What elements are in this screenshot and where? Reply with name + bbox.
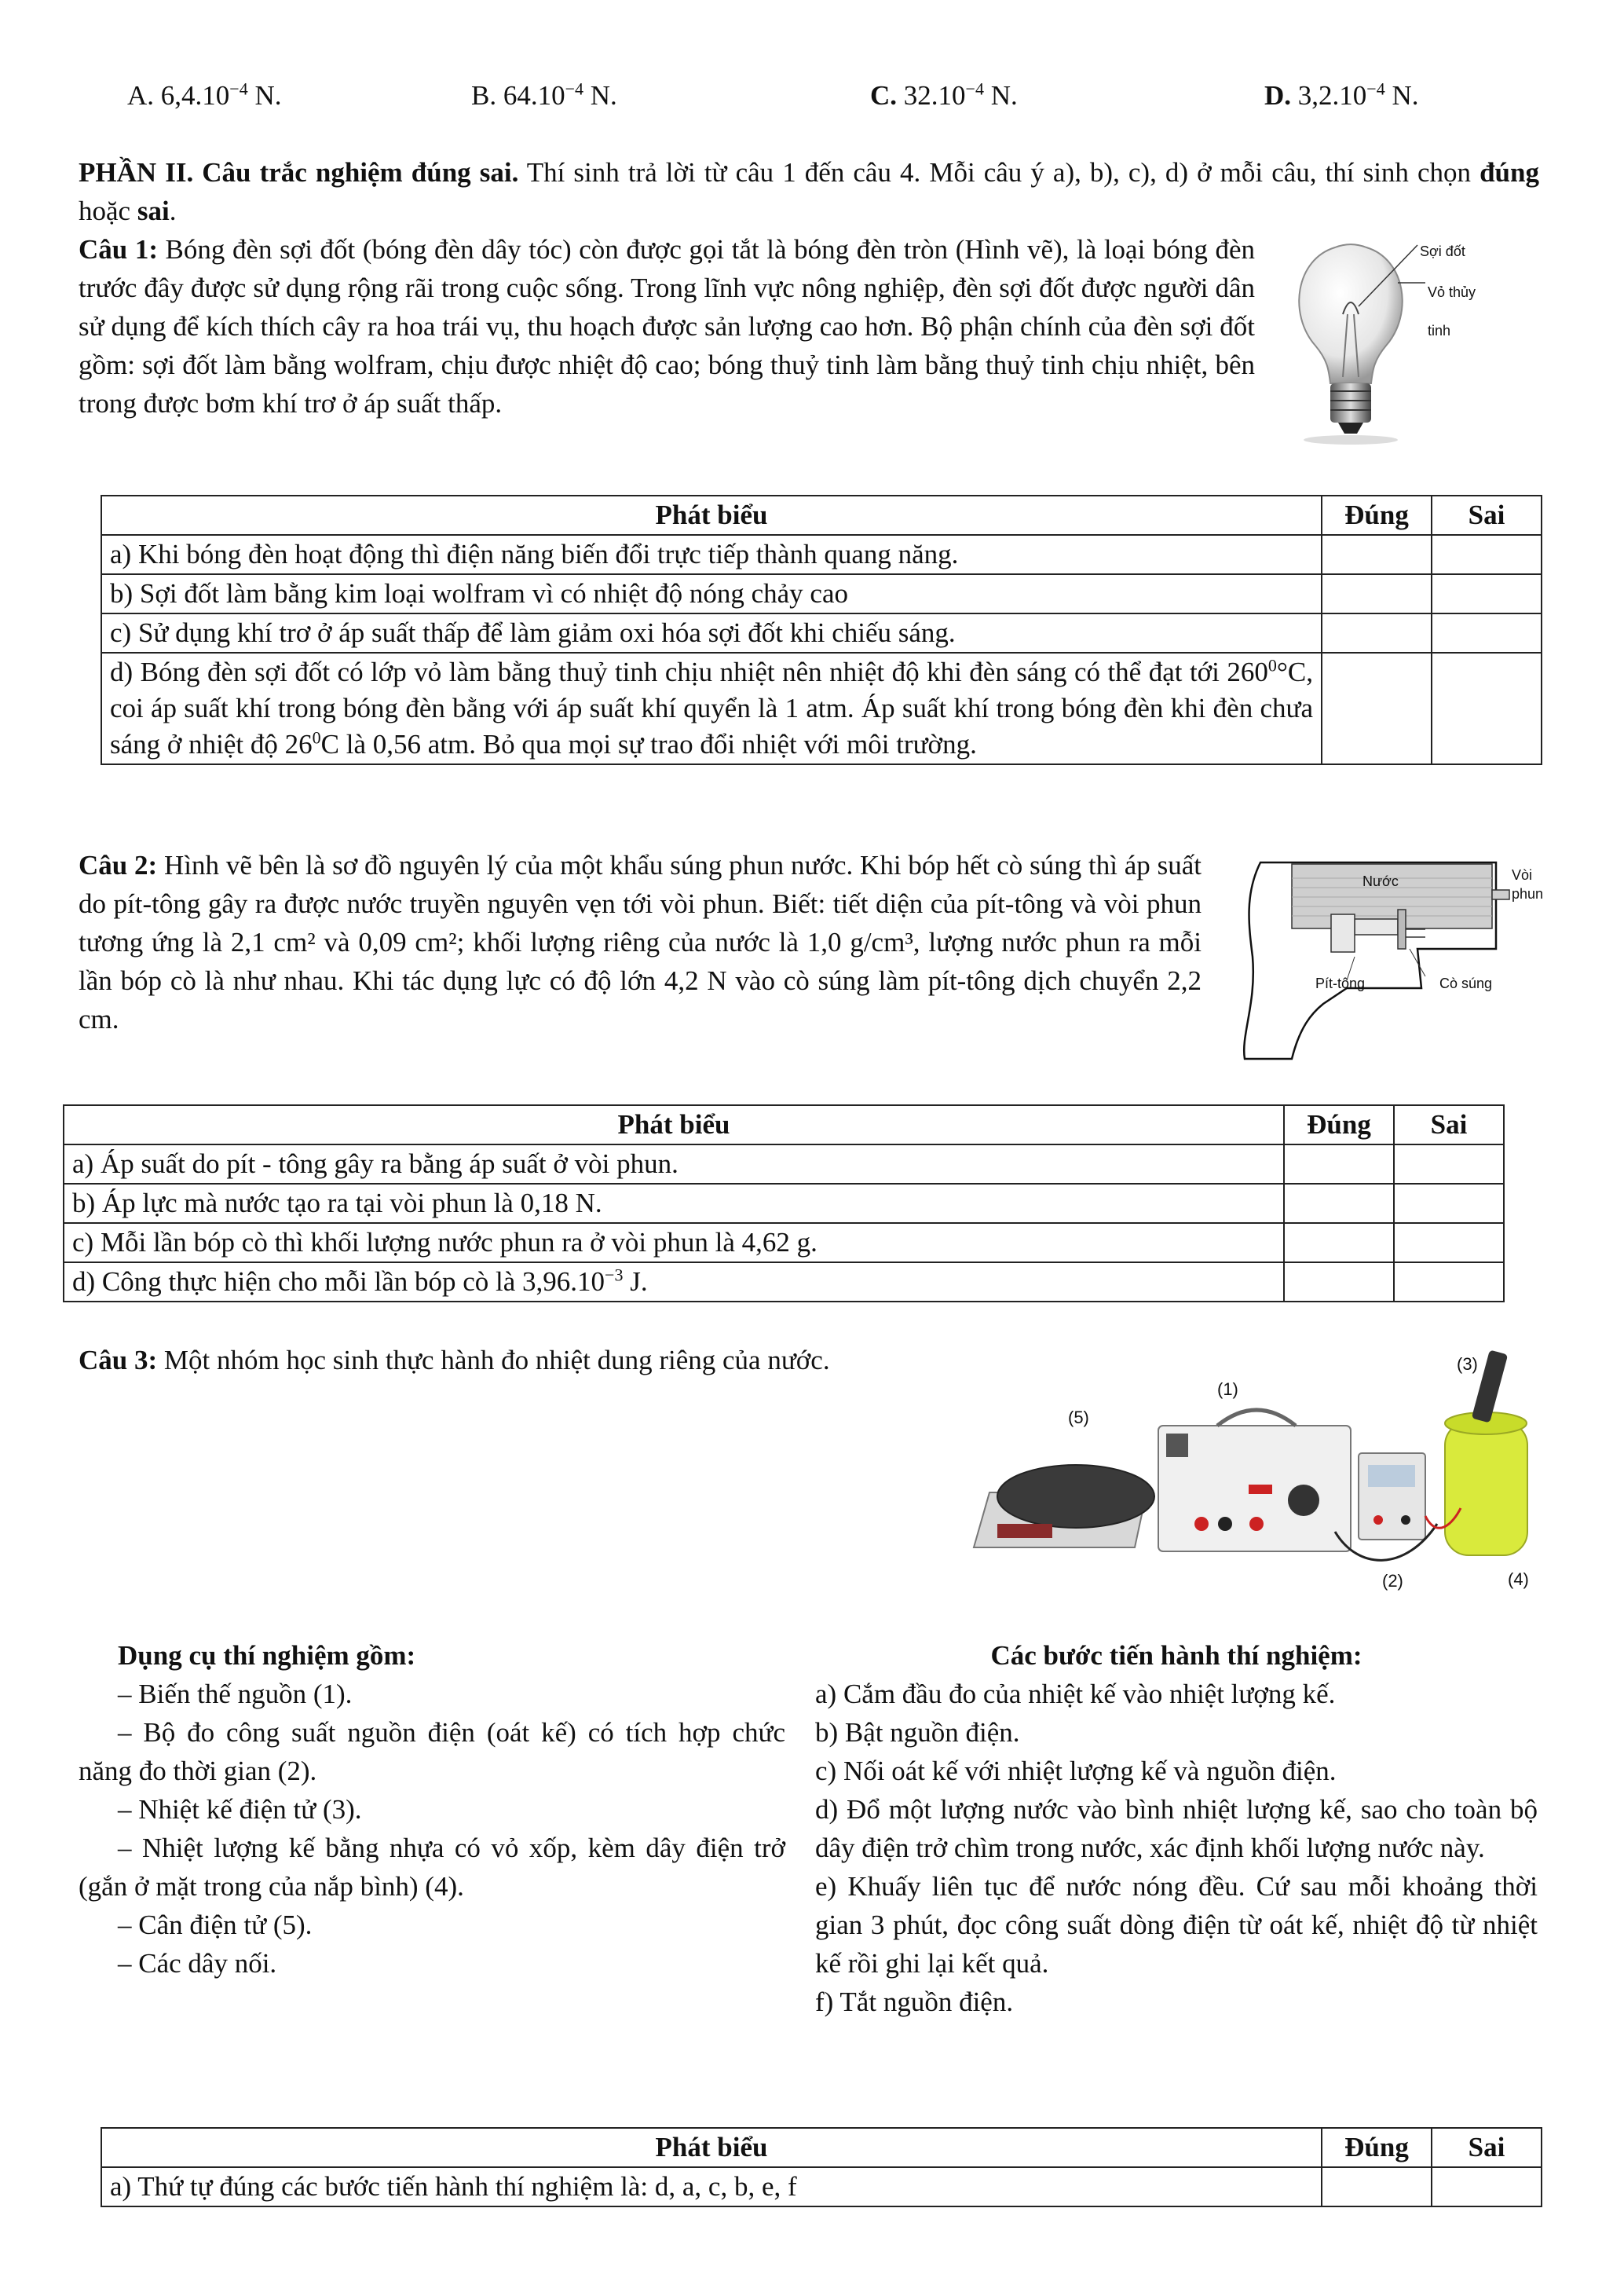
option-a — [127, 76, 281, 115]
part2-intro-text: Thí sinh trả lời từ câu 1 đến câu 4. Mỗi câu ý a), b), c), d) ở mỗi câu, thí sinh chọn — [518, 157, 1480, 188]
q3-fig-label-4: (4) — [1508, 1569, 1529, 1589]
q3-fig-label-1: (1) — [1217, 1379, 1238, 1399]
table-header-row — [64, 1105, 1504, 1144]
q1-d-false-cell[interactable] — [1432, 653, 1542, 764]
q1-b-true-cell[interactable] — [1322, 574, 1432, 613]
part2-dung: đúng — [1480, 157, 1539, 188]
q1-d-sup1: 0 — [1267, 655, 1277, 676]
q2-fig-nozzle-1: Vòi — [1512, 867, 1533, 883]
list-item: – Cân điện tử (5). — [118, 1910, 313, 1940]
option-d-letter: D. — [1264, 80, 1292, 111]
q3-tools — [79, 1636, 785, 1983]
list-item: – Nhiệt kế điện tử (3). — [118, 1794, 362, 1825]
list-item: f) Tắt nguồn điện. — [815, 1987, 1014, 2017]
option-b-exp: −4 — [565, 79, 584, 99]
q3-a-true-cell[interactable] — [1322, 2167, 1432, 2206]
part2-sai: sai — [137, 196, 170, 226]
q3-tools-title: Dụng cụ thí nghiệm gồm: — [118, 1640, 416, 1671]
header-false: Sai — [1432, 496, 1542, 535]
q2-fig-piston: Pít-tông — [1315, 976, 1366, 991]
table-row — [101, 653, 1542, 764]
option-b-value: 64.10 — [503, 80, 565, 111]
q2-statement-b: b) Áp lực mà nước tạo ra tại vòi phun là 0,18 N. — [64, 1184, 1284, 1223]
q2-d-true-cell[interactable] — [1284, 1262, 1394, 1302]
q2-text — [79, 846, 1202, 1038]
option-c-value: 32.10 — [903, 80, 966, 111]
part2-end: . — [169, 196, 177, 226]
part2-intro — [79, 153, 1539, 230]
q3-text — [79, 1341, 942, 1379]
header-true: Đúng — [1322, 496, 1432, 535]
option-b — [471, 76, 617, 115]
q2-statement-d — [64, 1262, 1284, 1302]
option-a-letter: A. — [127, 80, 155, 111]
table-header-row — [101, 496, 1542, 535]
q2-fig-nozzle-2: phun — [1512, 886, 1544, 902]
option-c-exp: −4 — [965, 79, 984, 99]
part2-hoac: hoặc — [79, 196, 137, 226]
q3-steps — [815, 1636, 1538, 2021]
list-item: a) Cắm đầu đo của nhiệt kế vào nhiệt lượng kế. — [815, 1679, 1336, 1709]
q2-a-true-cell[interactable] — [1284, 1144, 1394, 1184]
q1-c-false-cell[interactable] — [1432, 613, 1542, 653]
q1-body: Bóng đèn sợi đốt (bóng đèn dây tóc) còn được gọi tắt là bóng đèn tròn (Hình vẽ), là loại bóng đèn trước đây được sử dụng rộng rãi trong cuộc sống. Trong lĩnh vực nông nghiệp, đèn sợi đốt được người dân sử dụng để kích thích cây ra hoa trái vụ, thu hoạch được sản lượng cao hơn. Bộ phận chính của đèn sợi đốt gồm: sợi đốt làm bằng wolfram, chịu được nhiệt độ cao; bóng thuỷ tinh làm bằng thuỷ tinh chịu nhiệt, bên trong được bơm khí trơ ở áp suất thấp. — [79, 234, 1255, 419]
q2-table — [63, 1104, 1505, 1302]
q2-water-gun-figure — [1237, 847, 1567, 1071]
list-item: c) Nối oát kế với nhiệt lượng kế và nguồn điện. — [815, 1756, 1337, 1786]
q1-d-part1: d) Bóng đèn sợi đốt có lớp vỏ làm bằng thuỷ tinh chịu nhiệt nên nhiệt độ khi đèn sáng có thể đạt tới 260 — [110, 657, 1268, 687]
header-statement: Phát biểu — [64, 1105, 1284, 1144]
q1-statement-d — [101, 653, 1322, 764]
q1-fig-label-filament: Sợi đốt — [1420, 244, 1465, 259]
option-c — [870, 76, 1018, 115]
q2-label: Câu 2: — [79, 850, 158, 881]
option-a-exp: −4 — [229, 79, 248, 99]
option-d-unit: N. — [1384, 80, 1419, 111]
list-item: – Nhiệt lượng kế bằng nhựa có vỏ xốp, kèm dây điện trở (gắn ở mặt trong của nắp bình) (4). — [79, 1833, 785, 1902]
list-item: b) Bật nguồn điện. — [815, 1717, 1020, 1748]
q3-body: Một nhóm học sinh thực hành đo nhiệt dung riêng của nước. — [157, 1345, 830, 1375]
header-statement: Phát biểu — [101, 496, 1322, 535]
q1-a-false-cell[interactable] — [1432, 535, 1542, 574]
option-b-letter: B. — [471, 80, 497, 111]
q3-fig-label-2: (2) — [1382, 1571, 1403, 1591]
q2-b-true-cell[interactable] — [1284, 1184, 1394, 1223]
list-item: d) Đổ một lượng nước vào bình nhiệt lượng kế, sao cho toàn bộ dây điện trở chìm trong nước, xác định khối lượng nước này. — [815, 1794, 1538, 1863]
list-item: – Biến thế nguồn (1). — [118, 1679, 353, 1709]
q2-d-sup: −3 — [605, 1265, 624, 1285]
q3-steps-title: Các bước tiến hành thí nghiệm: — [990, 1640, 1362, 1671]
option-d — [1264, 76, 1418, 115]
q2-d-part2: J. — [623, 1266, 648, 1297]
list-item: – Các dây nối. — [118, 1948, 277, 1979]
q2-fig-trigger: Cò súng — [1439, 976, 1493, 991]
option-d-value: 3,2.10 — [1297, 80, 1367, 111]
q3-fig-label-5: (5) — [1068, 1408, 1089, 1427]
table-row — [64, 1144, 1504, 1184]
q1-d-part2: °C, coi áp suất khí trong bóng đèn bằng với áp suất khí quyển là 1 atm. Áp suất khí trong bóng đèn khi đèn chưa sáng ở nhiệt độ 26 — [110, 657, 1313, 760]
q1-bulb-figure — [1280, 228, 1492, 448]
header-true: Đúng — [1284, 1105, 1394, 1144]
q3-table — [101, 2127, 1542, 2207]
q2-a-false-cell[interactable] — [1394, 1144, 1504, 1184]
q2-statement-a: a) Áp suất do pít - tông gây ra bằng áp suất ở vòi phun. — [64, 1144, 1284, 1184]
option-c-letter: C. — [870, 80, 898, 111]
option-b-unit: N. — [583, 80, 617, 111]
q2-d-false-cell[interactable] — [1394, 1262, 1504, 1302]
table-row — [64, 1184, 1504, 1223]
q2-c-true-cell[interactable] — [1284, 1223, 1394, 1262]
list-item: – Bộ đo công suất nguồn điện (oát kế) có tích hợp chức năng đo thời gian (2). — [79, 1717, 785, 1786]
q1-fig-label-glass: Vỏ thủy tinh — [1428, 284, 1476, 339]
q2-c-false-cell[interactable] — [1394, 1223, 1504, 1262]
header-true: Đúng — [1322, 2128, 1432, 2167]
table-row — [64, 1223, 1504, 1262]
q2-statement-c: c) Mỗi lần bóp cò thì khối lượng nước phun ra ở vòi phun là 4,62 g. — [64, 1223, 1284, 1262]
option-a-unit: N. — [247, 80, 282, 111]
list-item: e) Khuấy liên tục để nước nóng đều. Cứ sau mỗi khoảng thời gian 3 phút, đọc công suất dòng điện từ oát kế, nhiệt độ từ nhiệt kế rồi ghi lại kết quả. — [815, 1871, 1538, 1979]
table-row — [101, 2167, 1542, 2206]
q1-d-true-cell[interactable] — [1322, 653, 1432, 764]
option-d-exp: −4 — [1366, 79, 1385, 99]
q1-table — [101, 495, 1542, 765]
q3-fig-label-3: (3) — [1457, 1354, 1478, 1374]
q3-apparatus-figure — [966, 1335, 1547, 1591]
table-row — [101, 613, 1542, 653]
table-row — [64, 1262, 1504, 1302]
q1-c-true-cell[interactable] — [1322, 613, 1432, 653]
q3-statement-a: a) Thứ tự đúng các bước tiến hành thí nghiệm là: d, a, c, b, e, f — [101, 2167, 1322, 2206]
q2-body: Hình vẽ bên là sơ đồ nguyên lý của một khẩu súng phun nước. Khi bóp hết cò súng thì áp suất do pít-tông gây ra được nước truyền nguyên vẹn tới vòi phun. Biết: tiết diện của pít-tông và vòi phun tương ứng là 2,1 cm² và 0,09 cm²; khối lượng riêng của nước là 1,0 g/cm³, lượng nước phun ra mỗi lần bóp cò là như nhau. Khi tác dụng lực có độ lớn 4,2 N vào cò súng làm pít-tông dịch chuyển 2,2 cm. — [79, 850, 1202, 1034]
table-header-row — [101, 2128, 1542, 2167]
q1-statement-a: a) Khi bóng đèn hoạt động thì điện năng biến đổi trực tiếp thành quang năng. — [101, 535, 1322, 574]
q1-b-false-cell[interactable] — [1432, 574, 1542, 613]
q3-a-false-cell[interactable] — [1432, 2167, 1542, 2206]
q1-statement-c: c) Sử dụng khí trơ ở áp suất thấp để làm giảm oxi hóa sợi đốt khi chiếu sáng. — [101, 613, 1322, 653]
header-statement: Phát biểu — [101, 2128, 1322, 2167]
table-row — [101, 574, 1542, 613]
q1-text — [79, 230, 1255, 423]
q1-label: Câu 1: — [79, 234, 158, 265]
q1-a-true-cell[interactable] — [1322, 535, 1432, 574]
q1-d-sup2: 0 — [312, 727, 321, 748]
q2-b-false-cell[interactable] — [1394, 1184, 1504, 1223]
q2-d-part1: d) Công thực hiện cho mỗi lần bóp cò là 3,96.10 — [72, 1266, 605, 1297]
option-c-unit: N. — [983, 80, 1018, 111]
q3-label: Câu 3: — [79, 1345, 158, 1375]
q1-statement-b: b) Sợi đốt làm bằng kim loại wolfram vì có nhiệt độ nóng chảy cao — [101, 574, 1322, 613]
table-row — [101, 535, 1542, 574]
part2-title: PHẦN II. Câu trắc nghiệm đúng sai. — [79, 157, 519, 188]
q1-d-part3: C là 0,56 atm. Bỏ qua mọi sự trao đổi nhiệt với môi trường. — [320, 729, 977, 760]
header-false: Sai — [1432, 2128, 1542, 2167]
q2-fig-water: Nước — [1362, 873, 1399, 889]
header-false: Sai — [1394, 1105, 1504, 1144]
option-a-value: 6,4.10 — [160, 80, 230, 111]
